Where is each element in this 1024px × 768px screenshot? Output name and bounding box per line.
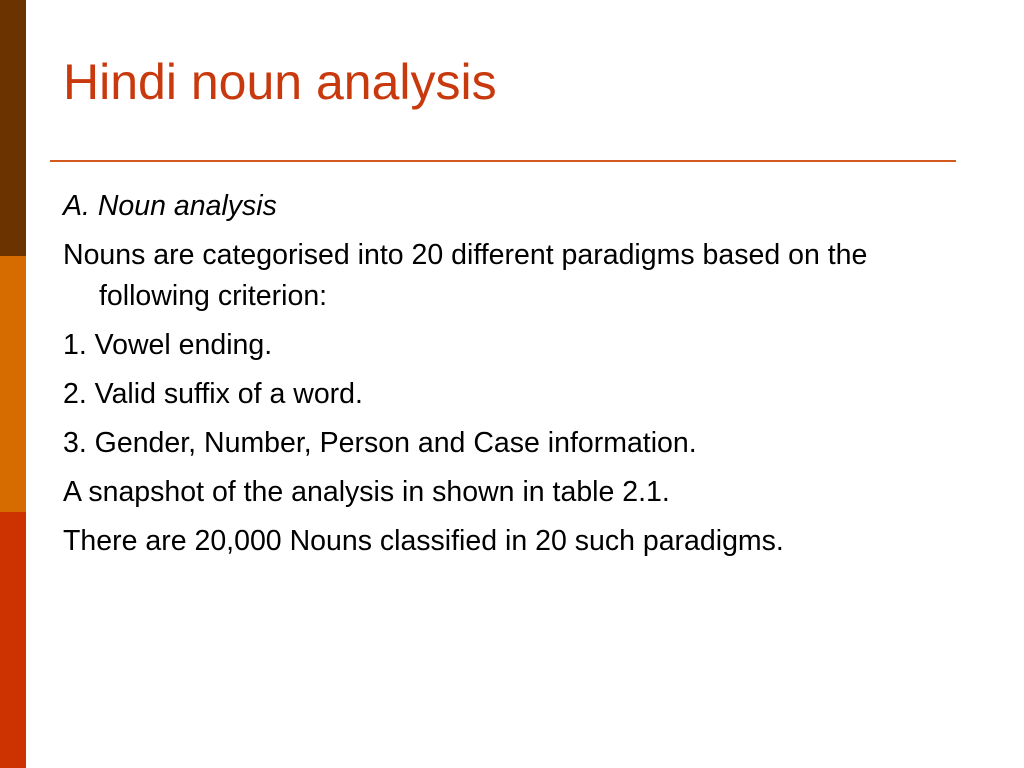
section-subheading: A. Noun analysis [63, 190, 277, 222]
intro-paragraph: Nouns are categorised into 20 different paradigms based on the following criterion: [63, 239, 868, 312]
summary-line: There are 20,000 Nouns classified in 20 such paradigms. [63, 525, 784, 557]
criterion-item: 2. Valid suffix of a word. [63, 378, 363, 410]
criterion-item: 3. Gender, Number, Person and Case information. [63, 427, 697, 459]
slide-body [63, 186, 943, 570]
sidebar-accent-bottom [0, 512, 26, 768]
sidebar-accent-top [0, 0, 26, 256]
slide-title: Hindi noun analysis [63, 54, 497, 110]
title-divider [50, 160, 956, 162]
sidebar-accent-middle [0, 256, 26, 512]
criterion-item: 1. Vowel ending. [63, 329, 273, 361]
snapshot-note: A snapshot of the analysis in shown in table 2.1. [63, 476, 670, 508]
